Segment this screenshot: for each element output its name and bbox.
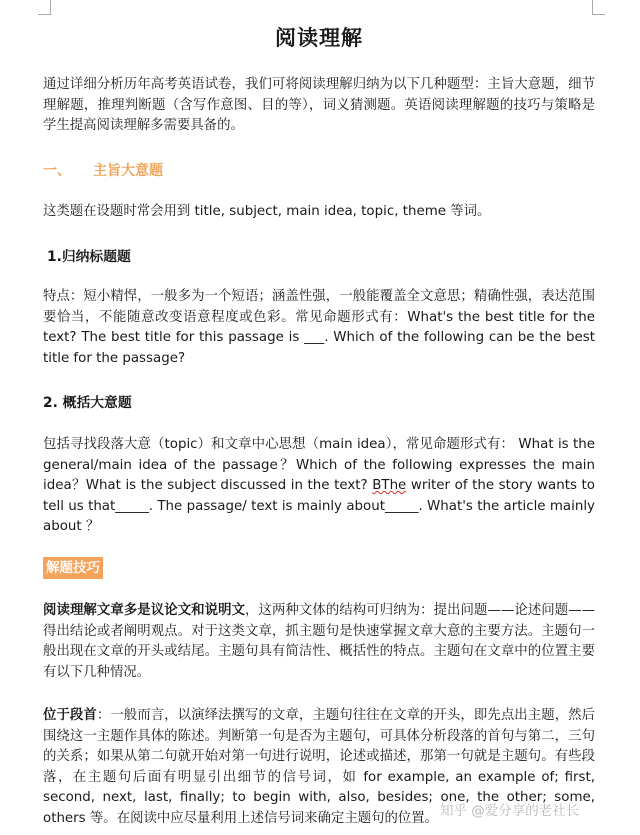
title-question-text-b: . Which of the following can be the best title for the passage?	[43, 330, 595, 366]
main-idea-text-b: writer of the story wants to tell us that	[43, 478, 595, 514]
main-idea-text-d: . What's the article mainly about ？	[43, 498, 595, 534]
title-question-blank: ___	[304, 330, 325, 345]
subheading-main-idea: 2. 概括大意题	[43, 395, 132, 411]
main-idea-paragraph	[43, 435, 595, 538]
main-idea-blank-1: _____	[115, 498, 149, 514]
position-lead: 位于段首	[43, 708, 97, 723]
subheading-title-question: 1.归纳标题题	[47, 249, 131, 265]
position-body: ：一般而言，以演绎法撰写的文章，主题句往往在文章的开头，即先点出主题，然后围绕这一主题作具体的陈述。判断第一句是否为主题句，可具体分析段落的首句与第二，三句的关系；如果从第二句就开始对第一句进行说明，论述或描述，那第一句就是主题句。有些段落，在主题句后面有明显引出细节的信号词，如 for example, an example of; first, second, next, last, finally; to begin with, also, besides; one, the other; some, others 等。在阅读中应尽量利用上述信号词来确定主题句的位置。	[43, 708, 596, 826]
section-heading	[43, 160, 163, 180]
tips-paragraph	[43, 601, 595, 683]
spellcheck-squiggle-word: BThe	[372, 478, 407, 493]
main-idea-text-c: . The passage/ text is mainly about	[148, 498, 385, 514]
section-number: 一、	[43, 163, 71, 179]
title-question-text-a: 特点：短小精悍，一般多为一个短语；涵盖性强，一般能覆盖全文意思；精确性强，表达范围要恰当，不能随意改变语意程度或色彩。常见命题形式有：What's the best title for the text? The best title for this passage is	[43, 289, 595, 345]
tips-badge: 解题技巧	[43, 557, 103, 579]
section-title: 主旨大意题	[93, 163, 163, 179]
section-intro: 这类题在设题时常会用到 title, subject, main idea, topic, theme 等词。	[43, 204, 491, 219]
page-corner-mark-left	[38, 0, 51, 15]
tips-body: ，这两种文体的结构可归纳为：提出问题——论述问题——得出结论或者阐明观点。对于这类文章，抓主题句是快速掌握文章大意的主要方法。主题句一般出现在文章的开头或结尾。主题句具有简洁性、概括性的特点。主题句在文章中的位置主要有以下几种情况。	[43, 603, 596, 680]
watermark: 知乎 @爱分享的老社长	[440, 803, 580, 819]
document-title: 阅读理解	[275, 25, 363, 50]
page-corner-mark-right	[592, 0, 605, 15]
tips-lead: 阅读理解文章多是议论文和说明文	[43, 603, 246, 618]
intro-paragraph: 通过详细分析历年高考英语试卷，我们可将阅读理解归纳为以下几种题型：主旨大意题，细节理解题，推理判断题（含写作意图、目的等），词义猜测题。英语阅读理解题的技巧与策略是学生提高阅读理解多需要具备的。	[43, 77, 595, 133]
main-idea-text-a: 包括寻找段落大意（topic）和文章中心思想（main idea），常见命题形式有： What is the general/main idea of the passage？Which of the following expresses the main idea？What is the subject discussed in the text?	[43, 437, 595, 493]
title-question-paragraph	[43, 287, 595, 369]
main-idea-blank-2: _____	[384, 498, 419, 514]
